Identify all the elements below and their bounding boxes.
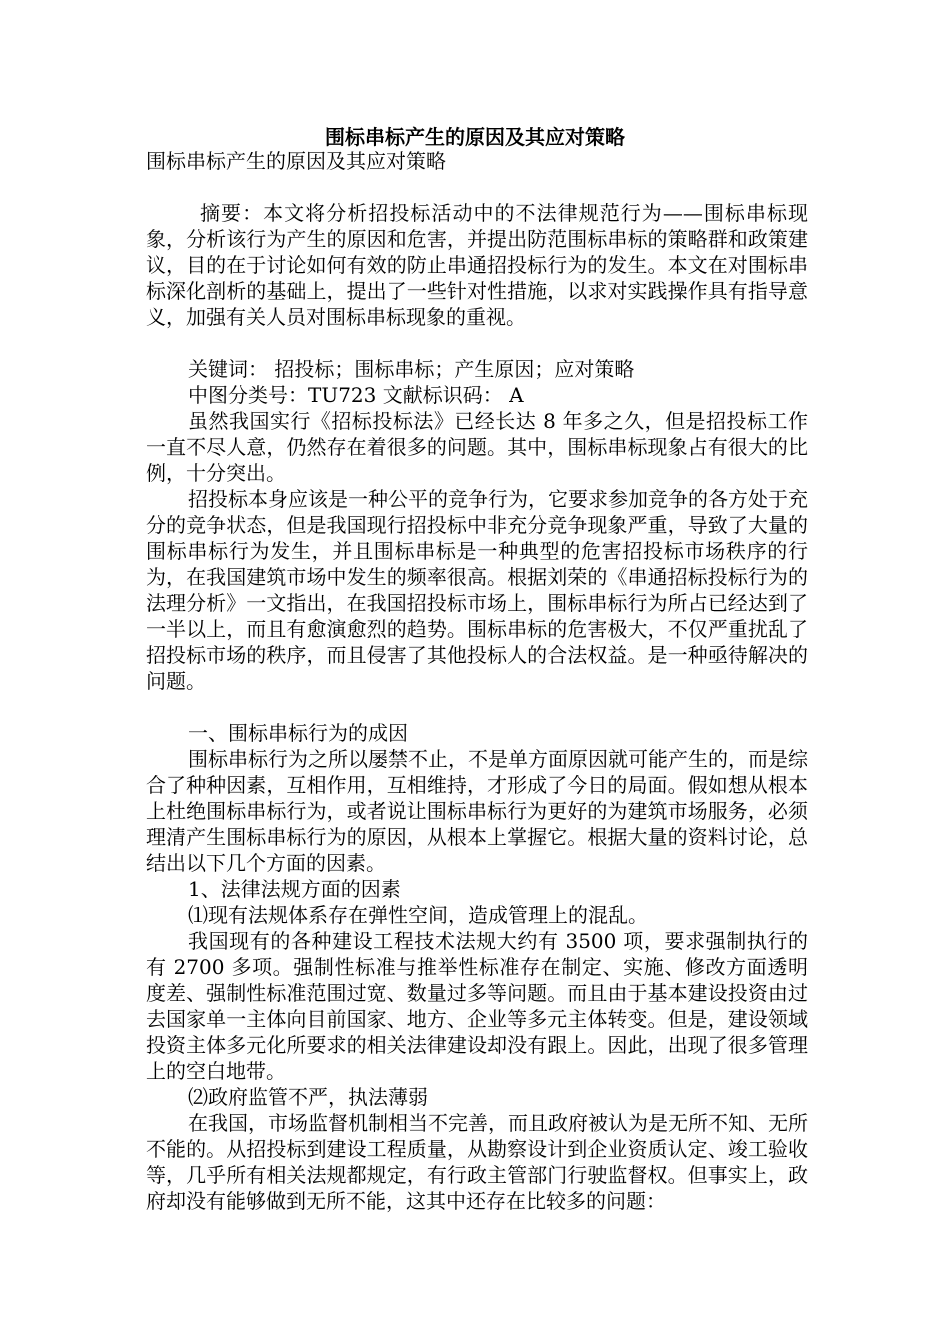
keywords-line: 关键词： 招投标；围标串标；产生原因；应对策略 bbox=[188, 357, 635, 381]
item-paragraph: 在我国，市场监督机制相当不完善，而且政府被认为是无所不知、无所不能的。从招投标到建设工程质量，从勘察设计到企业资质认定、竣工验收等，几乎所有相关法规都规定，有行政主管部门行驶监督权。但事实上，政府却没有能够做到无所不能，这其中还存在比较多的问题： bbox=[146, 1111, 808, 1213]
blank-line bbox=[146, 694, 808, 720]
classification-line: 中图分类号：TU723 文献标识码： A bbox=[188, 383, 524, 407]
section-heading: 一、围标串标行为的成因 bbox=[188, 721, 408, 745]
item-heading: ⑴现有法规体系存在弹性空间，造成管理上的混乱。 bbox=[188, 903, 648, 927]
item-heading: ⑵政府监管不严，执法薄弱 bbox=[188, 1085, 428, 1109]
document-title: 围标串标产生的原因及其应对策略 bbox=[325, 125, 625, 149]
abstract-paragraph: 摘要：本文将分析招投标活动中的不法律规范行为——围标串标现象，分析该行为产生的原因和危害，并提出防范围标串标的策略群和政策建议，目的在于讨论如何有效的防止串通招投标行为的发生。本文在对围标串标深化剖析的基础上，提出了一些针对性措施，以求对实践操作具有指导意义，加强有关人员对围标串标现象的重视。 bbox=[146, 201, 808, 329]
intro-paragraph: 招投标本身应该是一种公平的竞争行为，它要求参加竞争的各方处于充分的竞争状态，但是我国现行招投标中非充分竞争现象严重，导致了大量的围标串标行为发生，并且围标串标是一种典型的危害招投标市场秩序的行为，在我国建筑市场中发生的频率很高。根据刘荣的《串通招标投标行为的法理分析》一文指出，在我国招投标市场上，围标串标行为所占已经达到了一半以上，而且有愈演愈烈的趋势。围标串标的危害极大，不仅严重扰乱了招投标市场的秩序，而且侵害了其他投标人的合法权益。是一种亟待解决的问题。 bbox=[146, 487, 808, 693]
section-paragraph: 围标串标行为之所以屡禁不止，不是单方面原因就可能产生的，而是综合了种种因素，互相作用，互相维持，才形成了今日的局面。假如想从根本上杜绝围标串标行为，或者说让围标串标行为更好的为建筑市场服务，必须理清产生围标串标行为的原因，从根本上掌握它。根据大量的资料讨论，总结出以下几个方面的因素。 bbox=[146, 747, 808, 875]
blank-line bbox=[146, 330, 808, 356]
document-subtitle: 围标串标产生的原因及其应对策略 bbox=[146, 149, 446, 173]
intro-paragraph: 虽然我国实行《招标投标法》已经长达 8 年多之久，但是招投标工作一直不尽人意，仍然存在着很多的问题。其中，围标串标现象占有很大的比例，十分突出。 bbox=[146, 409, 808, 485]
blank-line bbox=[146, 174, 808, 200]
subsection-heading: 1、法律法规方面的因素 bbox=[188, 877, 401, 901]
item-paragraph: 我国现有的各种建设工程技术法规大约有 3500 项，要求强制执行的有 2700 多项。强制性标准与推举性标准存在制定、实施、修改方面透明度差、强制性标准范围过宽、数量过多等问题。而且由于基本建设投资由过去国家单一主体向目前国家、地方、企业等多元主体转变。但是，建设领域投资主体多元化所要求的相关法律建设却没有跟上。因此，出现了很多管理上的空白地带。 bbox=[146, 929, 808, 1083]
document-body bbox=[146, 148, 808, 1214]
